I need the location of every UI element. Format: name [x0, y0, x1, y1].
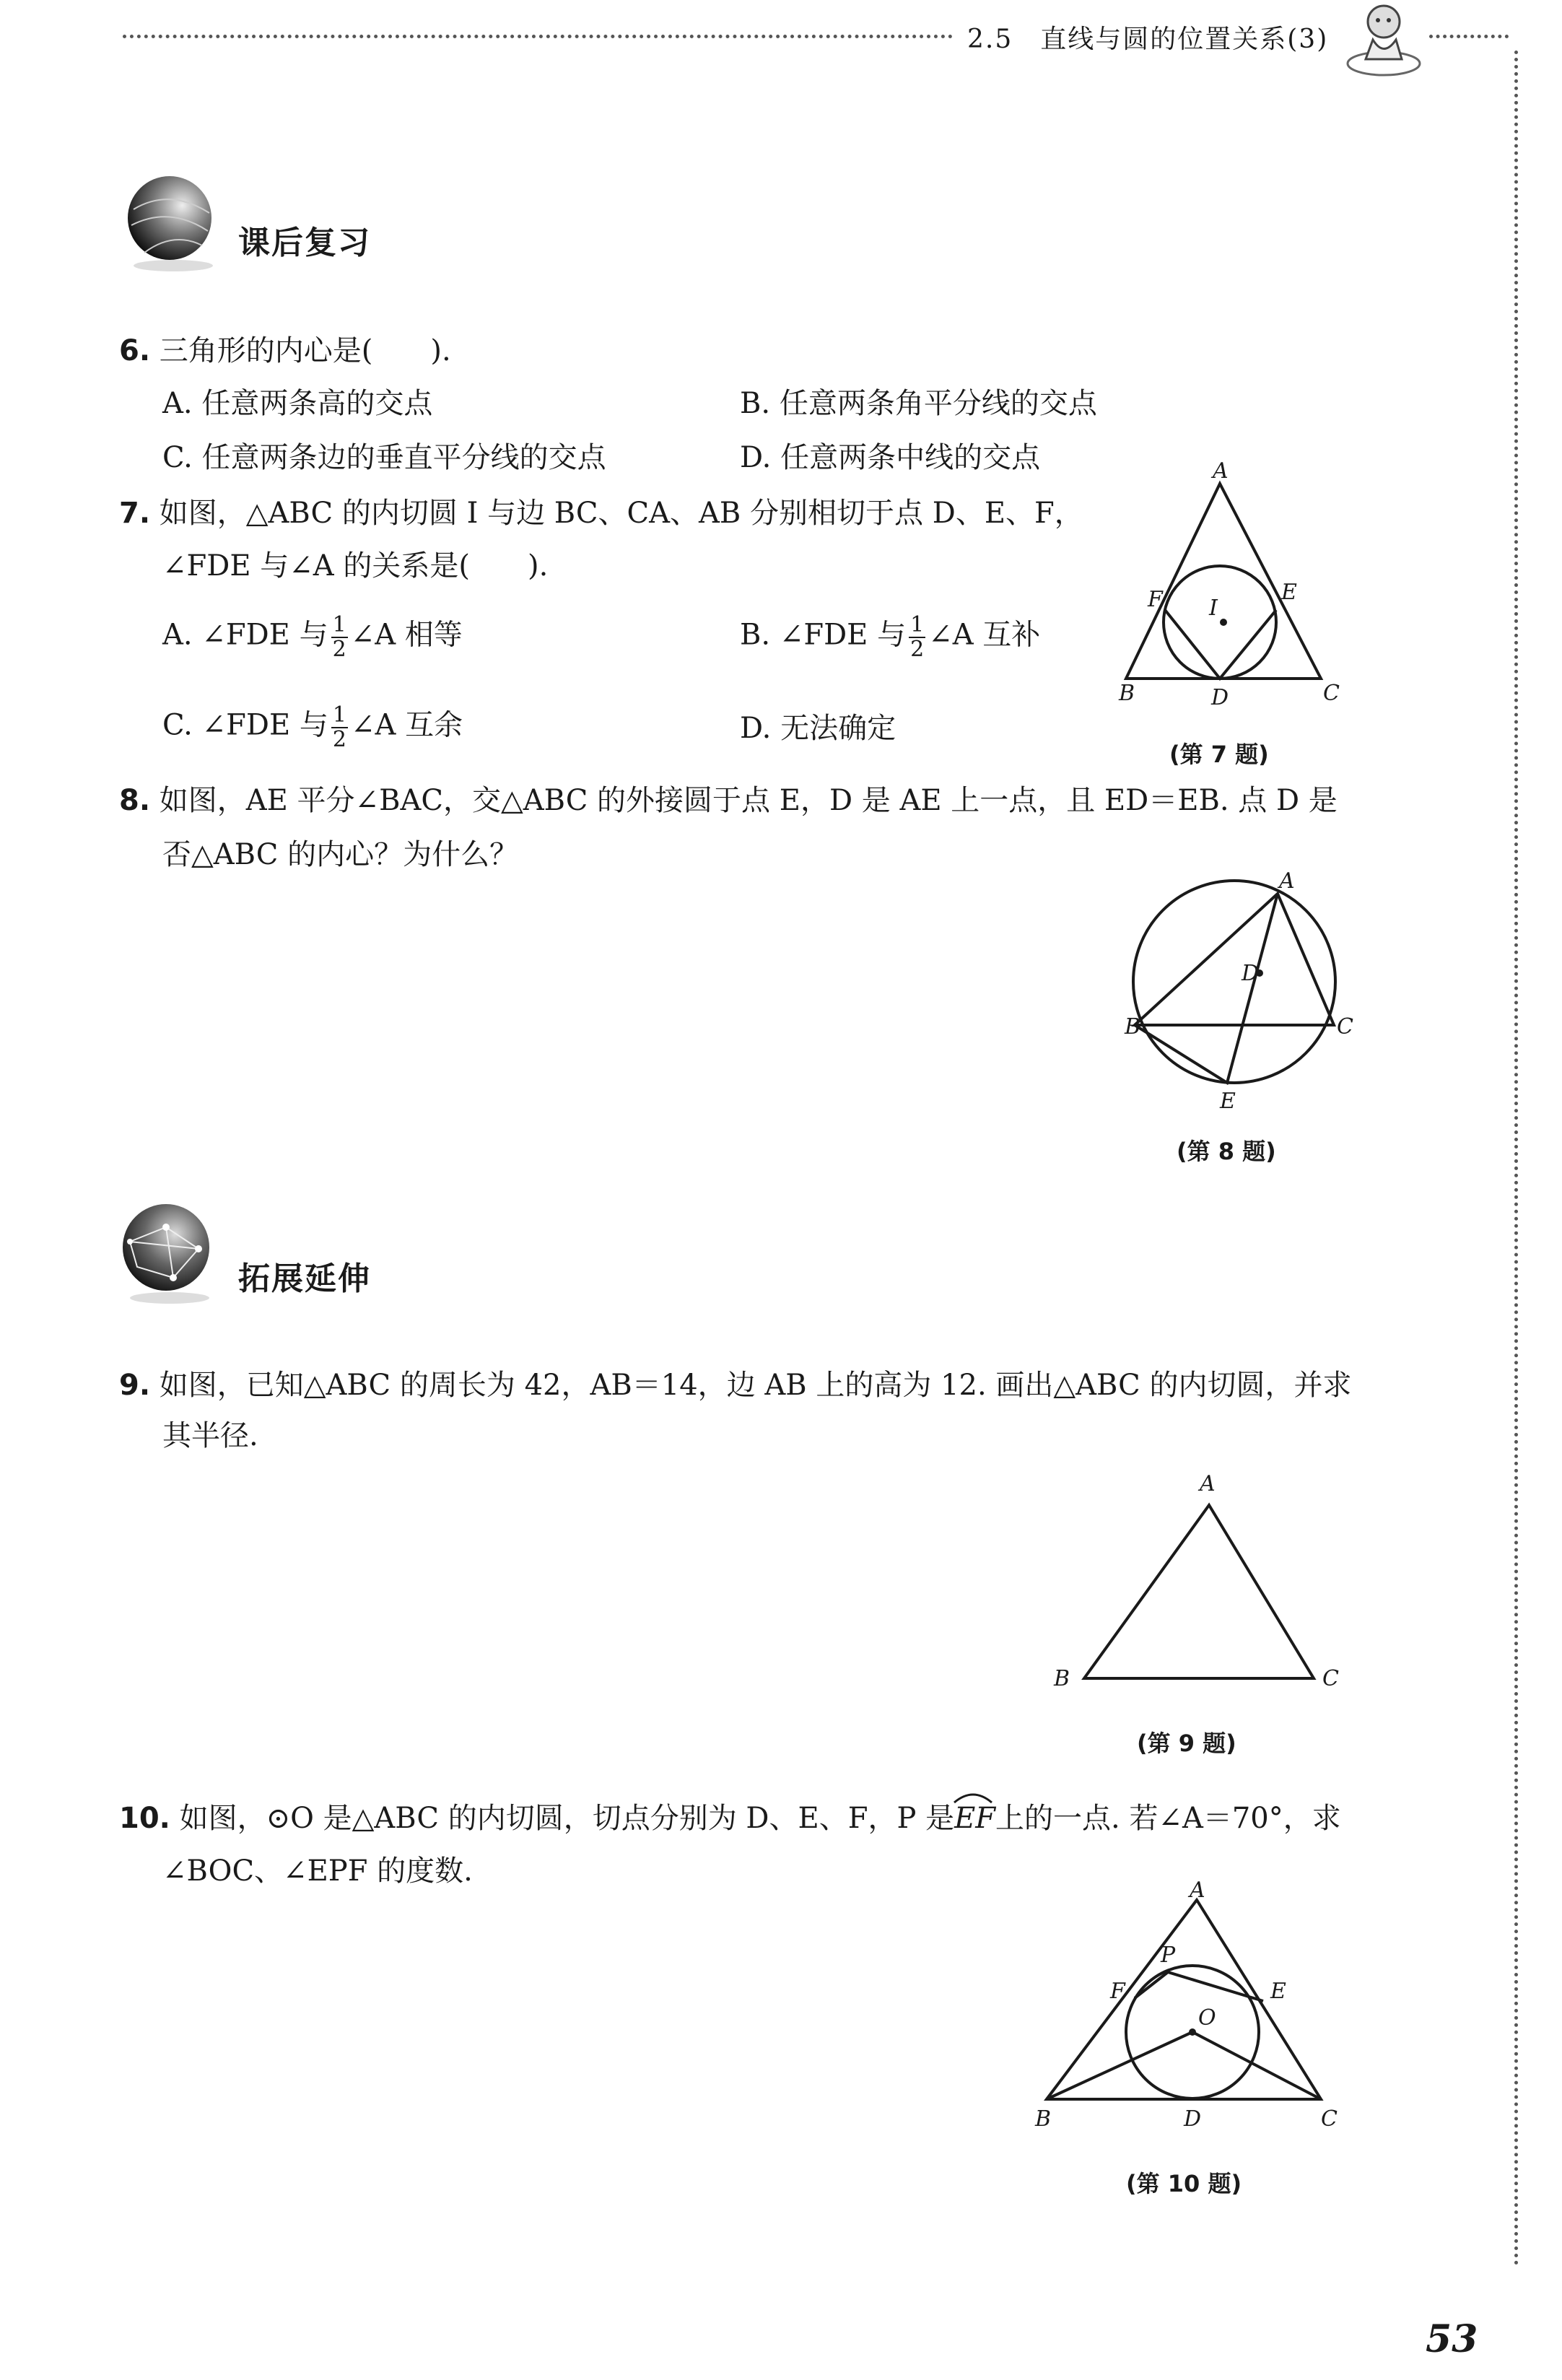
q8-line1-text: 如图，AE 平分∠BAC，交△ABC 的外接圆于点 E，D 是 AE 上一点，且 ED＝EB. 点 D 是 [159, 784, 1338, 817]
q7-line1 [119, 496, 1083, 531]
q7-option-c-pre: C. ∠FDE 与 [162, 708, 328, 742]
q7-figure [1104, 462, 1379, 715]
q6-option-c: C. 任意两条边的垂直平分线的交点 [162, 441, 606, 474]
q8-label-B: B [1125, 1014, 1141, 1039]
q7-option-c [162, 704, 463, 751]
q7-option-d: D. 无法确定 [740, 712, 896, 745]
q9-caption: (第 9 题) [1137, 1730, 1236, 1757]
q8-figure [1112, 866, 1386, 1112]
q9-label-B: B [1054, 1666, 1070, 1691]
q6-stem [119, 334, 451, 368]
q10-line1 [119, 1801, 1341, 1836]
q10-label-B: B [1035, 2106, 1052, 2132]
q9-figure [1047, 1465, 1357, 1704]
q6-stem-text: 三角形的内心是( ). [159, 334, 451, 367]
mascot-icon [1344, 0, 1423, 79]
section-title-extend: 拓展延伸 [238, 1260, 371, 1297]
q10-label-A: A [1190, 1878, 1205, 1903]
fraction-denominator: 2 [910, 636, 925, 662]
fraction-half [331, 614, 348, 661]
q10-label-D: D [1184, 2106, 1202, 2132]
q7-number: 7. [119, 497, 151, 530]
q7-label-A: A [1213, 462, 1229, 484]
arc-mark-icon [951, 1791, 995, 1804]
fraction-half [331, 704, 348, 751]
q10-line1-pre: 如图，⊙O 是△ABC 的内切圆，切点分别为 D、E、F，P 是 [179, 1802, 955, 1835]
fraction-numerator: 1 [332, 702, 346, 728]
q10-arc-ef [954, 1801, 995, 1836]
q8-label-E: E [1220, 1089, 1236, 1112]
network-sphere-icon [115, 1198, 217, 1307]
q7-line2: ∠FDE 与∠A 的关系是( ). [162, 549, 549, 583]
header-dotted-line [123, 35, 953, 38]
q9-line2: 其半径. [162, 1419, 258, 1452]
q7-label-F: F [1148, 587, 1163, 612]
section-title-review: 课后复习 [238, 225, 371, 261]
q10-number: 10. [119, 1802, 170, 1835]
q7-option-a-post: ∠A 相等 [350, 618, 463, 652]
fraction-denominator: 2 [332, 636, 346, 662]
q6-number: 6. [119, 334, 151, 367]
q10-label-F: F [1110, 1979, 1125, 2004]
q10-label-E: E [1270, 1979, 1286, 2004]
q10-figure [1025, 1877, 1357, 2137]
q7-label-D: D [1211, 685, 1229, 710]
q7-option-b-pre: B. ∠FDE 与 [740, 618, 907, 652]
q8-label-C: C [1337, 1014, 1353, 1039]
q7-line1-text: 如图，△ABC 的内切圆 I 与边 BC、CA、AB 分别相切于点 D、E、F， [159, 497, 1083, 530]
side-dotted-border [1514, 51, 1518, 2267]
q7-option-a [162, 614, 463, 661]
header-dotted-line-right [1429, 35, 1509, 38]
q9-label-A: A [1200, 1471, 1216, 1496]
q8-line2: 否△ABC 的内心？为什么？ [162, 838, 519, 871]
q7-caption: (第 7 题) [1169, 741, 1269, 768]
q7-label-B: B [1119, 681, 1135, 706]
q8-line1 [119, 783, 1338, 818]
q10-line2: ∠BOC、∠EPF 的度数. [162, 1854, 473, 1888]
q7-option-b [740, 614, 1040, 661]
q10-label-C: C [1321, 2106, 1338, 2132]
q7-option-a-pre: A. ∠FDE 与 [162, 618, 328, 652]
q10-caption: (第 10 题) [1126, 2170, 1242, 2197]
fraction-denominator: 2 [332, 726, 346, 752]
header-title: 2.5 直线与圆的位置关系(3) [967, 25, 1329, 54]
q8-label-A: A [1279, 868, 1295, 894]
q7-option-c-post: ∠A 互余 [350, 708, 463, 742]
q9-line1 [119, 1368, 1352, 1403]
q7-label-C: C [1323, 681, 1340, 706]
q9-number: 9. [119, 1369, 151, 1402]
q7-label-E: E [1281, 580, 1297, 605]
q8-caption: (第 8 题) [1177, 1138, 1276, 1165]
q8-label-D: D [1242, 961, 1260, 986]
q9-label-C: C [1322, 1666, 1339, 1691]
q7-option-b-post: ∠A 互补 [928, 618, 1041, 652]
fraction-half [909, 614, 925, 661]
fraction-numerator: 1 [332, 612, 346, 637]
q7-label-I: I [1209, 596, 1218, 621]
q6-option-a: A. 任意两条高的交点 [162, 387, 433, 420]
q10-arc-label: EF [954, 1802, 996, 1835]
page-number: 53 [1426, 2317, 1478, 2361]
q6-option-d: D. 任意两条中线的交点 [740, 441, 1041, 474]
q6-option-b: B. 任意两条角平分线的交点 [740, 387, 1097, 420]
fraction-numerator: 1 [910, 612, 925, 637]
sphere-icon [123, 173, 217, 274]
q10-label-O: O [1198, 2005, 1216, 2031]
q10-line1-post: 上的一点. 若∠A＝70°，求 [995, 1802, 1341, 1835]
q8-number: 8. [119, 784, 151, 817]
q9-line1-text: 如图，已知△ABC 的周长为 42，AB＝14，边 AB 上的高为 12. 画出△ABC 的内切圆，并求 [159, 1369, 1352, 1402]
q10-label-P: P [1161, 1943, 1176, 1968]
